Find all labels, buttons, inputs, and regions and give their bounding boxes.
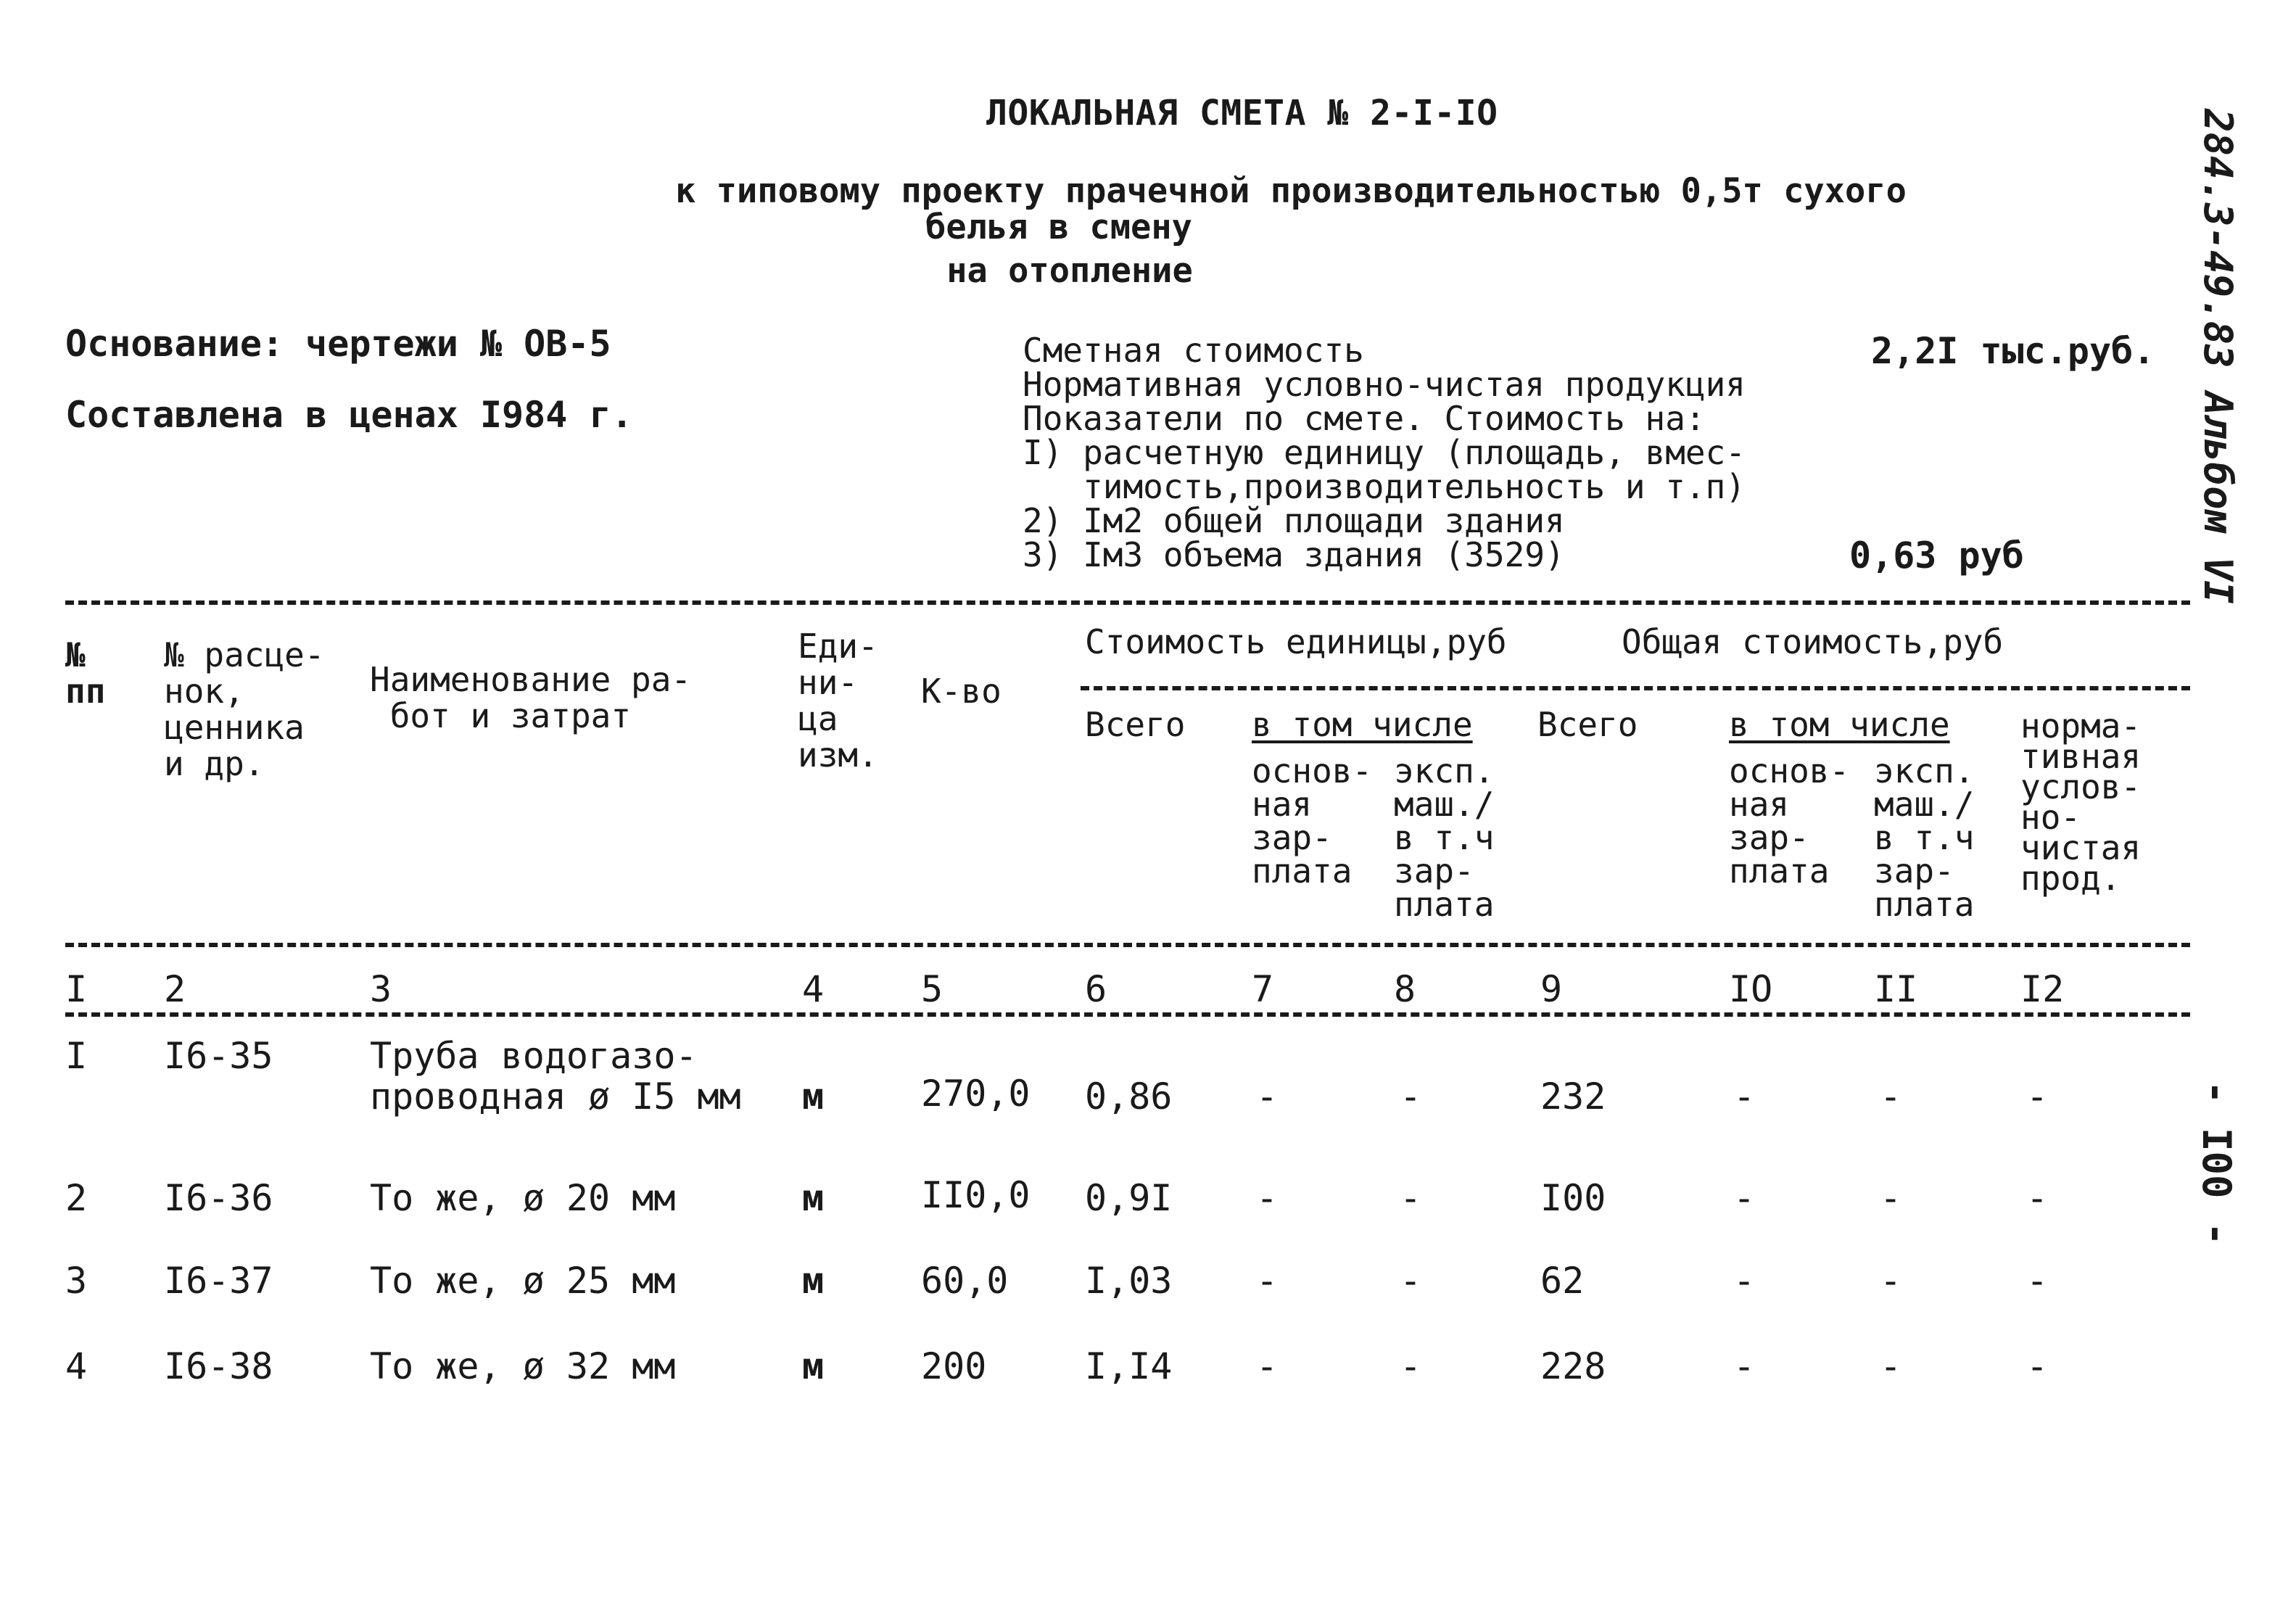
header-unit-total: Всего — [1085, 705, 1186, 744]
row-code: I6-38 — [164, 1345, 273, 1387]
col-num: 4 — [802, 968, 825, 1010]
header-total-wage: основ- ная зар- плата — [1729, 751, 1850, 891]
row-name: Труба водогазо- — [370, 1035, 698, 1077]
subtitle-line-2: белья в смену — [925, 207, 1192, 247]
header-name: Наименование ра- бот и затрат — [370, 660, 692, 735]
summary-line-4: I) расчетную единицу (площадь, вмес- — [1023, 433, 1746, 472]
subtitle-line-1: к типовому проекту прачечной производительностью 0,5т сухого — [675, 171, 1907, 211]
cost-per-m3-value: 0,63 руб — [1849, 534, 2024, 577]
col-num: 8 — [1394, 968, 1416, 1010]
row-code: I6-37 — [164, 1260, 273, 1302]
row-total: 62 — [1540, 1260, 1585, 1302]
page-number: - I00 - — [2194, 1081, 2239, 1246]
header-unit-wage: основ- ная зар- плата — [1252, 751, 1373, 891]
header-total-incl: в том числе — [1729, 705, 1950, 744]
row-unit-wage: - — [1256, 1075, 1279, 1118]
col-num: 3 — [370, 968, 392, 1010]
col-num: 9 — [1540, 968, 1563, 1010]
row-unit: м — [802, 1075, 825, 1118]
row-unit: м — [802, 1177, 825, 1219]
row-output: - — [2026, 1260, 2049, 1302]
header-unit-cost-group: Стоимость единицы,руб — [1085, 622, 1507, 661]
summary-line-5: тимость,производительность и т.п) — [1023, 467, 1746, 506]
col-num: I2 — [2020, 968, 2065, 1010]
header-qty: К-во — [921, 672, 1002, 711]
row-total: I00 — [1540, 1177, 1606, 1219]
row-qty: 270,0 — [921, 1073, 1031, 1115]
basis-text: Основание: чертежи № ОВ-5 — [65, 323, 611, 365]
row-name: То же, ø 32 мм — [370, 1345, 676, 1387]
row-total-wage: - — [1733, 1260, 1756, 1302]
row-unit-cost: 0,9I — [1085, 1177, 1173, 1219]
row-unit-machine: - — [1400, 1075, 1422, 1118]
row-num: 4 — [65, 1345, 88, 1387]
row-total-wage: - — [1733, 1177, 1756, 1219]
document-title: ЛОКАЛЬНАЯ СМЕТА № 2-I-IO — [986, 93, 1498, 133]
col-num: II — [1874, 968, 1918, 1010]
summary-line-7: 3) Iм3 объема здания (3529) — [1023, 535, 1565, 574]
subtitle-line-3: на отопление — [946, 251, 1193, 291]
row-output: - — [2026, 1345, 2049, 1387]
row-total-machine: - — [1880, 1345, 1902, 1387]
header-total-machine: эксп. маш./ в т.ч зар- плата — [1874, 751, 1975, 924]
row-qty: 60,0 — [921, 1260, 1009, 1302]
estimated-cost-value: 2,2I тыс.руб. — [1871, 330, 2155, 372]
col-num: 2 — [164, 968, 186, 1010]
summary-line-6: 2) Iм2 общей площади здания — [1023, 501, 1565, 540]
row-total-wage: - — [1733, 1075, 1756, 1118]
row-unit-cost: I,I4 — [1085, 1345, 1173, 1387]
row-num: 3 — [65, 1260, 88, 1302]
summary-line-2: Нормативная условно-чистая продукция — [1023, 365, 1746, 404]
row-output: - — [2026, 1075, 2049, 1118]
col-num: IO — [1729, 968, 1773, 1010]
row-unit-machine: - — [1400, 1345, 1422, 1387]
summary-line-3: Показатели по смете. Стоимость на: — [1023, 399, 1706, 438]
row-qty: II0,0 — [921, 1174, 1031, 1216]
rule-column-numbers — [65, 1012, 2190, 1017]
col-num: I — [65, 968, 88, 1010]
header-num: № пп — [65, 635, 106, 711]
row-unit-cost: 0,86 — [1085, 1075, 1173, 1118]
header-code: № расце- нок, ценника и др. — [164, 635, 325, 783]
row-unit: м — [802, 1345, 825, 1387]
row-total: 228 — [1540, 1345, 1606, 1387]
side-code: 284.3-49.83 Альбом VI — [2195, 109, 2241, 604]
prices-text: Составлена в ценах I984 г. — [65, 394, 633, 436]
row-total: 232 — [1540, 1075, 1606, 1118]
row-total-machine: - — [1880, 1075, 1902, 1118]
row-unit-cost: I,03 — [1085, 1260, 1173, 1302]
rule-header-bottom — [65, 943, 2190, 947]
col-num: 7 — [1252, 968, 1274, 1010]
row-name-cont: проводная ø I5 мм — [370, 1075, 741, 1118]
row-unit-machine: - — [1400, 1177, 1422, 1219]
col-num: 6 — [1085, 968, 1107, 1010]
rule-header-middle — [1081, 686, 2190, 690]
row-code: I6-36 — [164, 1177, 273, 1219]
row-total-machine: - — [1880, 1177, 1902, 1219]
row-name: То же, ø 20 мм — [370, 1177, 676, 1219]
header-output: норма- тивная услов- но- чистая прод. — [2020, 706, 2142, 898]
row-num: 2 — [65, 1177, 88, 1219]
row-num: I — [65, 1035, 88, 1077]
col-num: 5 — [921, 968, 943, 1010]
row-qty: 200 — [921, 1345, 987, 1387]
row-unit: м — [802, 1260, 825, 1302]
row-unit-wage: - — [1256, 1345, 1279, 1387]
header-grand-total: Всего — [1537, 705, 1638, 744]
summary-line-1: Сметная стоимость — [1023, 331, 1364, 370]
row-name: То же, ø 25 мм — [370, 1260, 676, 1302]
row-total-machine: - — [1880, 1260, 1902, 1302]
header-unit-incl: в том числе — [1252, 705, 1473, 744]
row-unit-wage: - — [1256, 1177, 1279, 1219]
row-code: I6-35 — [164, 1035, 273, 1077]
rule-top — [65, 600, 2190, 605]
row-unit-wage: - — [1256, 1260, 1279, 1302]
row-unit-machine: - — [1400, 1260, 1422, 1302]
header-unit-machine: эксп. маш./ в т.ч зар- плата — [1394, 751, 1495, 924]
row-output: - — [2026, 1177, 2049, 1219]
row-total-wage: - — [1733, 1345, 1756, 1387]
header-unit: Еди- ни- ца изм. — [798, 627, 878, 775]
header-total-cost-group: Общая стоимость,руб — [1622, 622, 2004, 661]
